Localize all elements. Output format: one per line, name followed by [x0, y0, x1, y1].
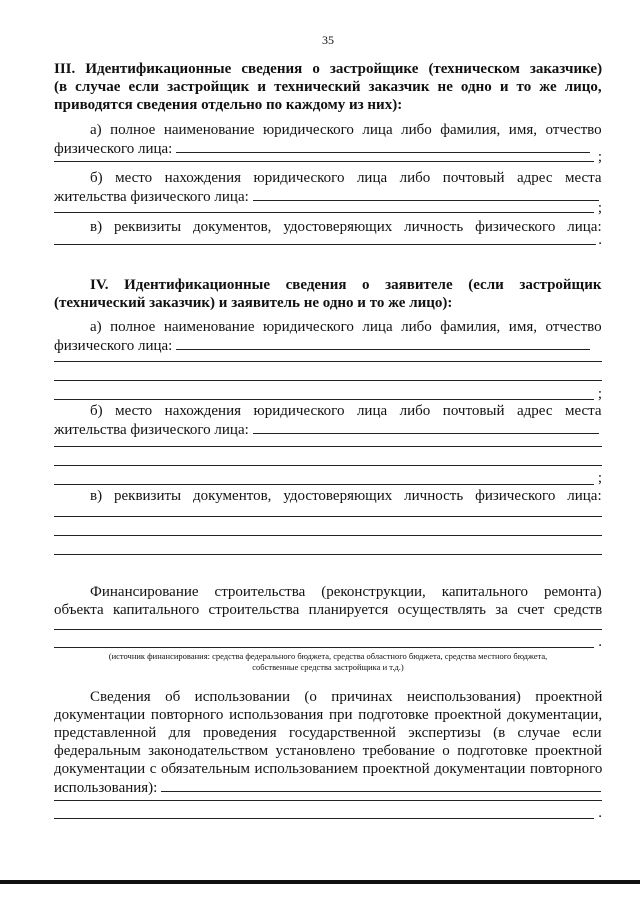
project-docs-field-line2[interactable] — [54, 800, 602, 801]
section4-a-line1: а) полное наименование юридического лица либо фамилия, имя, отчество — [90, 319, 602, 335]
section4-a-label: физического лица: — [54, 338, 173, 354]
section4-b-line1: б) место нахождения юридического лица либо почтовый адрес места — [90, 403, 602, 419]
section4-b-field-line2[interactable] — [54, 446, 602, 447]
section3-a-field[interactable] — [176, 139, 590, 153]
section3-heading-line1 — [54, 60, 602, 78]
section4-b-line2 — [54, 420, 602, 439]
financing-period: . — [598, 634, 602, 650]
project-docs-line4: федеральным законодательством установлено требование о подготовке проектной — [54, 743, 603, 759]
financing-note-line1: (источник финансирования: средства федерального бюджета, средства областного бюджета, средства местного бюджета, — [108, 651, 548, 661]
section4-a-field-line2[interactable] — [54, 361, 602, 362]
section4-b-field-line3[interactable] — [54, 465, 602, 466]
section3-b-field-line2[interactable] — [54, 212, 594, 213]
section4-c-line1: в) реквизиты документов, удостоверяющих личность физического лица: — [90, 488, 602, 504]
section3-a-line1: а) полное наименование юридического лица либо фамилия, имя, отчество — [90, 122, 602, 138]
section3-a-field-line2[interactable] — [54, 161, 594, 162]
section3-b-field[interactable] — [253, 187, 599, 201]
project-docs-label: использования): — [54, 780, 158, 796]
section4-a-field-line4[interactable] — [54, 399, 594, 400]
section4-c-field-line3[interactable] — [54, 554, 602, 555]
scan-edge-bar — [0, 880, 640, 884]
section4-a-semicolon: ; — [597, 386, 602, 402]
financing-field-line1[interactable] — [54, 629, 602, 630]
section4-heading-line2: (технический заказчик) и заявитель не одно и то же лицо): — [54, 295, 453, 311]
section3-b-line2 — [54, 187, 602, 206]
section4-b-semicolon: ; — [597, 470, 602, 486]
project-docs-line5: документации с обязательным использованием проектной документации повторного — [54, 761, 603, 777]
section4-c-field-line2[interactable] — [54, 535, 602, 536]
section3-a-semicolon: ; — [597, 149, 602, 165]
section3-heading-line2: (в случае если застройщик и технический заказчик не одно и то же лицо, — [54, 79, 602, 95]
section3-b-semicolon: ; — [597, 200, 602, 216]
project-docs-line3: представленной для проведения государственной экспертизы (в случае если — [54, 725, 602, 741]
section4-a-field-line3[interactable] — [54, 380, 602, 381]
section3-a-line2 — [54, 139, 602, 158]
section3-heading-text1: III. Идентификационные сведения о застройщике (техническом заказчике) — [54, 61, 603, 77]
section3-a-label: физического лица: — [54, 141, 173, 157]
section4-a-line2 — [54, 336, 602, 355]
section3-b-label: жительства физического лица: — [54, 189, 249, 205]
page-number: 35 — [322, 33, 334, 47]
section3-c-field[interactable] — [54, 244, 596, 245]
section4-a-field[interactable] — [176, 336, 590, 350]
section3-c-line1: в) реквизиты документов, удостоверяющих личность физического лица: — [90, 219, 602, 235]
financing-line1: Финансирование строительства (реконструкции, капитального ремонта) — [90, 584, 602, 600]
section4-heading-line1: IV. Идентификационные сведения о заявителе (если застройщик — [90, 277, 602, 293]
section4-b-field-line4[interactable] — [54, 484, 594, 485]
section3-c-period: . — [598, 232, 602, 248]
project-docs-period: . — [598, 805, 602, 821]
section4-b-field[interactable] — [253, 420, 599, 434]
financing-field-line2[interactable] — [54, 647, 594, 648]
project-docs-line1: Сведения об использовании (о причинах неиспользования) проектной — [90, 689, 603, 705]
section4-b-label: жительства физического лица: — [54, 422, 249, 438]
project-docs-line2: документации повторного использования при подготовке проектной документации, — [54, 707, 603, 723]
section3-b-line1: б) место нахождения юридического лица либо почтовый адрес места — [90, 170, 602, 186]
financing-note-line2: собственные средства застройщика и т.д.) — [252, 662, 404, 672]
section4-c-field-line1[interactable] — [54, 516, 602, 517]
project-docs-line6 — [54, 778, 602, 797]
financing-line2: объекта капитального строительства планируется осуществлять за счет средств — [54, 602, 603, 618]
project-docs-field-line3[interactable] — [54, 818, 594, 819]
project-docs-field[interactable] — [161, 778, 601, 792]
section3-heading-line3: приводятся сведения отдельно по каждому из них): — [54, 97, 403, 113]
